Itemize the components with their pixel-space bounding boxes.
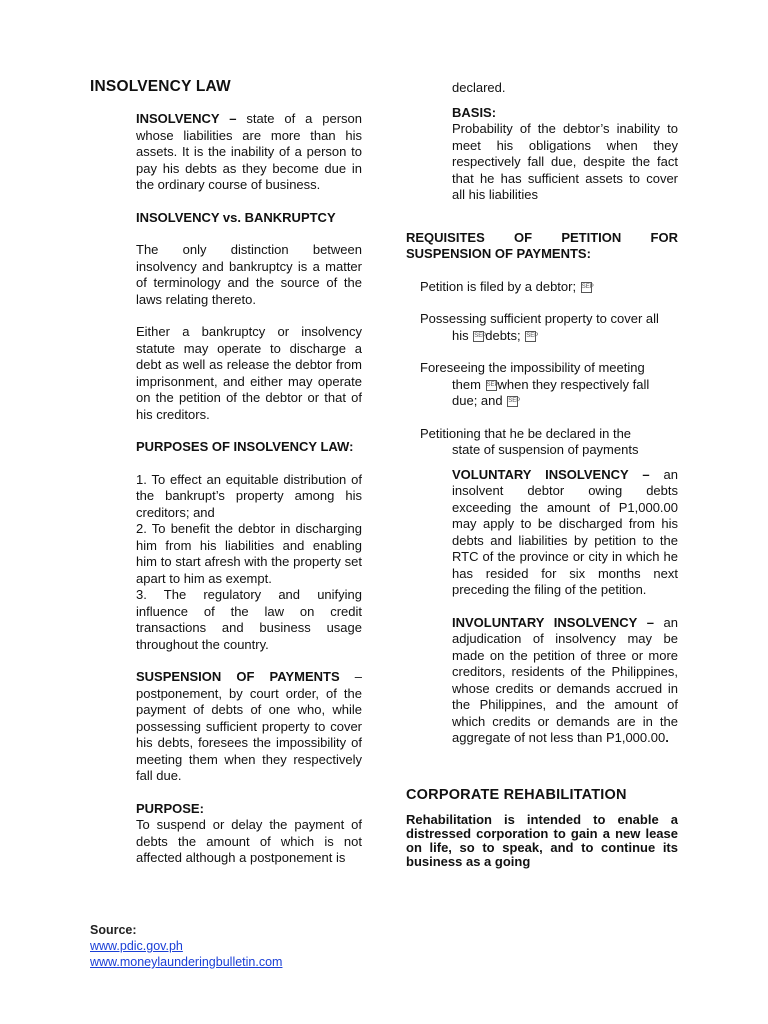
requisite-4-cont: state of suspension of payments xyxy=(452,442,639,457)
involuntary-text: an adjudication of insolvency may be made on the petition of three or more creditors, residents of the Philippines, whose credits or demands accrued in the Philippines, and the amount of which credits or demands are in the aggregate of not less than P1,000.00 xyxy=(452,614,678,745)
insolvency-definition-text: state of a person whose liabilities are more than his assets. It is the inability of a person to pay his debts as they become due in the ordinary course of business. xyxy=(136,111,363,192)
insolvency-vs-bankruptcy-heading: INSOLVENCY vs. BANKRUPTCY xyxy=(136,209,336,225)
requisite-3-when: when they respectively fall xyxy=(497,376,650,392)
left-column xyxy=(136,111,362,867)
requisite-1 xyxy=(420,279,678,296)
requisite-2: Possessing sufficient property to cover all xyxy=(420,311,659,326)
sep-glyph-icon: SEP xyxy=(525,331,536,342)
requisite-2-cont xyxy=(420,328,678,345)
sep-glyph-icon: SEP xyxy=(581,282,592,293)
purposes-heading: PURPOSES OF INSOLVENCY LAW: xyxy=(136,439,354,454)
basis-heading: BASIS: xyxy=(452,104,497,120)
sep-glyph-icon: SEP xyxy=(473,331,484,342)
purpose-item-3: 3. The regulatory and unifying influence of the law on credit transactions and business usage throughout the country. xyxy=(136,587,362,652)
document-title: INSOLVENCY LAW xyxy=(90,78,231,95)
requisites-heading: REQUISITES OF PETITION FOR SUSPENSION OF PAYMENTS: xyxy=(406,229,678,261)
requisite-3-cont xyxy=(420,377,678,394)
declared-text: declared. xyxy=(452,80,506,95)
requisite-2-debts: debts; xyxy=(485,327,521,343)
insolvency-term: INSOLVENCY – xyxy=(136,111,237,126)
source-block xyxy=(90,922,282,970)
suspension-of-payments-definition xyxy=(136,669,362,785)
purpose-item-2: 2. To benefit the debtor in discharging him from his liabilities and enabling him to start afresh with the property set apart to him as exempt. xyxy=(136,521,362,586)
source-link-pdic[interactable]: www.pdic.gov.ph xyxy=(90,939,183,953)
vs-paragraph-2: Either a bankruptcy or insolvency statute may operate to discharge a debt as well as release the debtor from imprisonment, and either may operate on the petition of the debtor or that of his creditors. xyxy=(136,324,362,422)
requisite-3-them: them xyxy=(452,376,485,392)
suspension-term: SUSPENSION OF PAYMENTS xyxy=(136,669,340,684)
voluntary-text: an insolvent debtor owing debts exceeding the amount of P1,000.00 may apply to be discharged from his debts and liabilities by petition to the RTC of the province or city in which he has resided for six months next preceding the filing of the petition. xyxy=(452,466,678,597)
requisite-3-due: due; and xyxy=(452,393,503,408)
requisites-list xyxy=(406,279,678,459)
corporate-rehabilitation-heading: CORPORATE REHABILITATION xyxy=(406,786,627,803)
involuntary-insolvency xyxy=(452,615,678,747)
requisite-1-text: Petition is filed by a debtor; xyxy=(420,278,577,294)
voluntary-term: VOLUNTARY INSOLVENCY – xyxy=(452,466,650,482)
purpose-item-1: 1. To effect an equitable distribution of the bankrupt’s property among his creditors; and xyxy=(136,471,362,520)
source-link-moneylaundering[interactable]: www.moneylaunderingbulletin.com xyxy=(90,955,283,969)
purpose-heading: PURPOSE: xyxy=(136,800,204,816)
purpose-text: To suspend or delay the payment of debts the amount of which is not affected although a postponement is xyxy=(136,817,362,865)
involuntary-period: . xyxy=(665,730,669,745)
source-label: Source: xyxy=(90,923,137,937)
suspension-definition-text: postponement, by court order, of the payment of debts of one who, while possessing sufficient property to cover his debts, foresees the impossibility of meeting them when they respectively fall due. xyxy=(136,685,362,783)
corporate-rehabilitation-text: Rehabilitation is intended to enable a distressed corporation to gain a new lease on life, so to speak, and to continue its business as a going xyxy=(406,812,678,869)
requisite-3: Foreseeing the impossibility of meeting xyxy=(420,360,645,375)
sep-glyph-icon: SEP xyxy=(486,380,497,391)
vs-paragraph-1: The only distinction between insolvency and bankruptcy is a matter of terminology and the source of the laws relating thereto. xyxy=(136,242,362,307)
requisite-2-his: his xyxy=(452,327,473,343)
voluntary-insolvency xyxy=(452,467,678,599)
requisite-4: Petitioning that he be declared in the xyxy=(420,425,632,441)
basis-text: Probability of the debtor’s inability to meet his obligations when they respectively fall due, despite the fact that he has sufficient assets to cover all his liabilities xyxy=(452,121,678,202)
sep-glyph-icon: SEP xyxy=(507,396,518,407)
insolvency-definition xyxy=(136,111,362,194)
right-column xyxy=(406,80,678,869)
requisite-3-end xyxy=(420,393,678,410)
suspension-dash: – xyxy=(339,669,363,684)
involuntary-term: INVOLUNTARY INSOLVENCY – xyxy=(452,614,654,630)
